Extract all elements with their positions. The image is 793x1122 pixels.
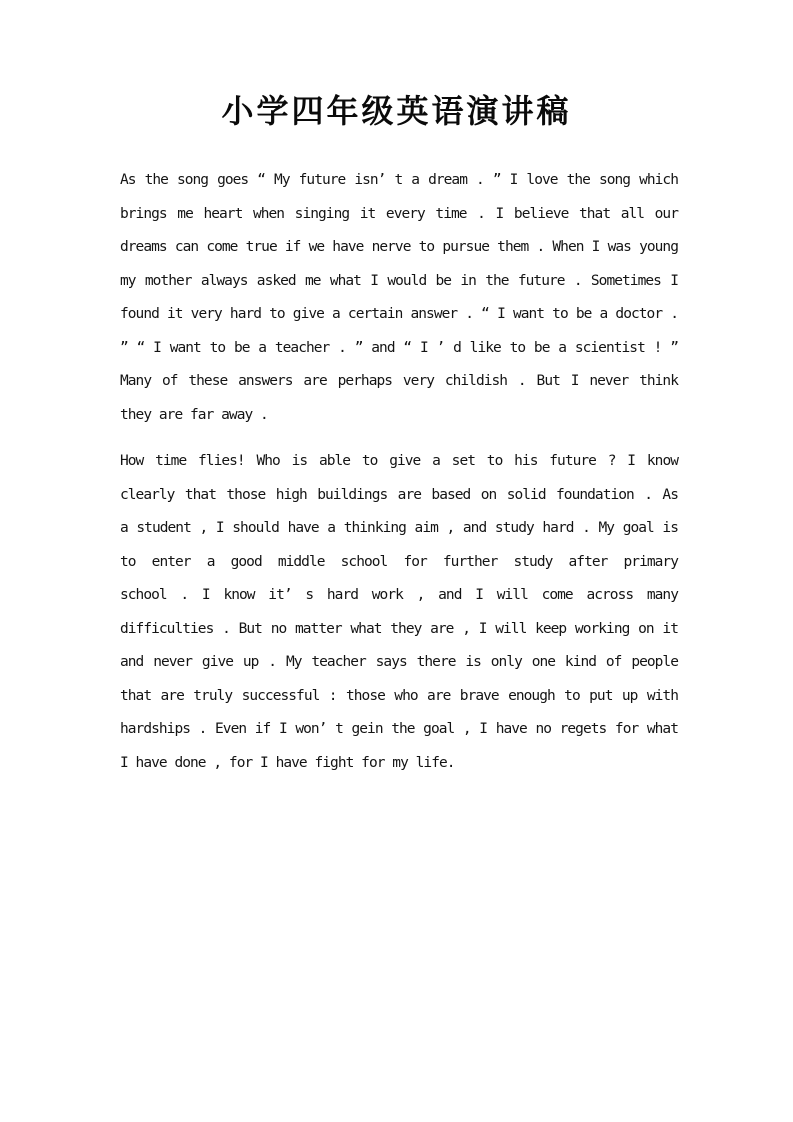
paragraph-1 [120, 164, 678, 432]
text-line: Many of these answers are perhaps very childish . But I never think [120, 373, 678, 389]
text-line: a student , I should have a thinking aim , and study hard . My goal is [120, 520, 678, 536]
text-line: that are truly successful : those who are brave enough to put up with [120, 687, 678, 704]
text-line: to enter a good middle school for further study after primary [120, 553, 678, 570]
text-line: As the song goes “ My future isn’ t a dream . ” I love the song which [120, 172, 678, 188]
text-line: dreams can come true if we have nerve to pursue them . When I was young [120, 239, 678, 255]
text-line: difficulties . But no matter what they are , I will keep working on it [120, 620, 678, 637]
text-line: How time flies! Who is able to give a set to his future ? I know [120, 453, 678, 469]
text-line: school . I know it’ s hard work , and I will come across many [120, 587, 678, 603]
document-body [120, 164, 678, 780]
text-line: my mother always asked me what I would be in the future . Sometimes I [120, 272, 678, 289]
text-line: ” “ I want to be a teacher . ” and “ I ’ d like to be a scientist ! ” [120, 339, 678, 356]
document-title: 小学四年级英语演讲稿 [221, 92, 572, 130]
text-line: clearly that those high buildings are based on solid foundation . As [120, 486, 678, 503]
text-line: hardships . Even if I won’ t gein the goal , I have no regets for what [120, 721, 678, 737]
text-line: brings me heart when singing it every time . I believe that all our [120, 205, 678, 222]
paragraph-2 [120, 445, 678, 780]
text-line: I have done , for I have fight for my life. [120, 754, 455, 771]
text-line: found it very hard to give a certain answer . “ I want to be a doctor . [120, 306, 678, 322]
text-line: they are far away . [120, 406, 268, 423]
text-line: and never give up . My teacher says there is only one kind of people [120, 654, 678, 670]
